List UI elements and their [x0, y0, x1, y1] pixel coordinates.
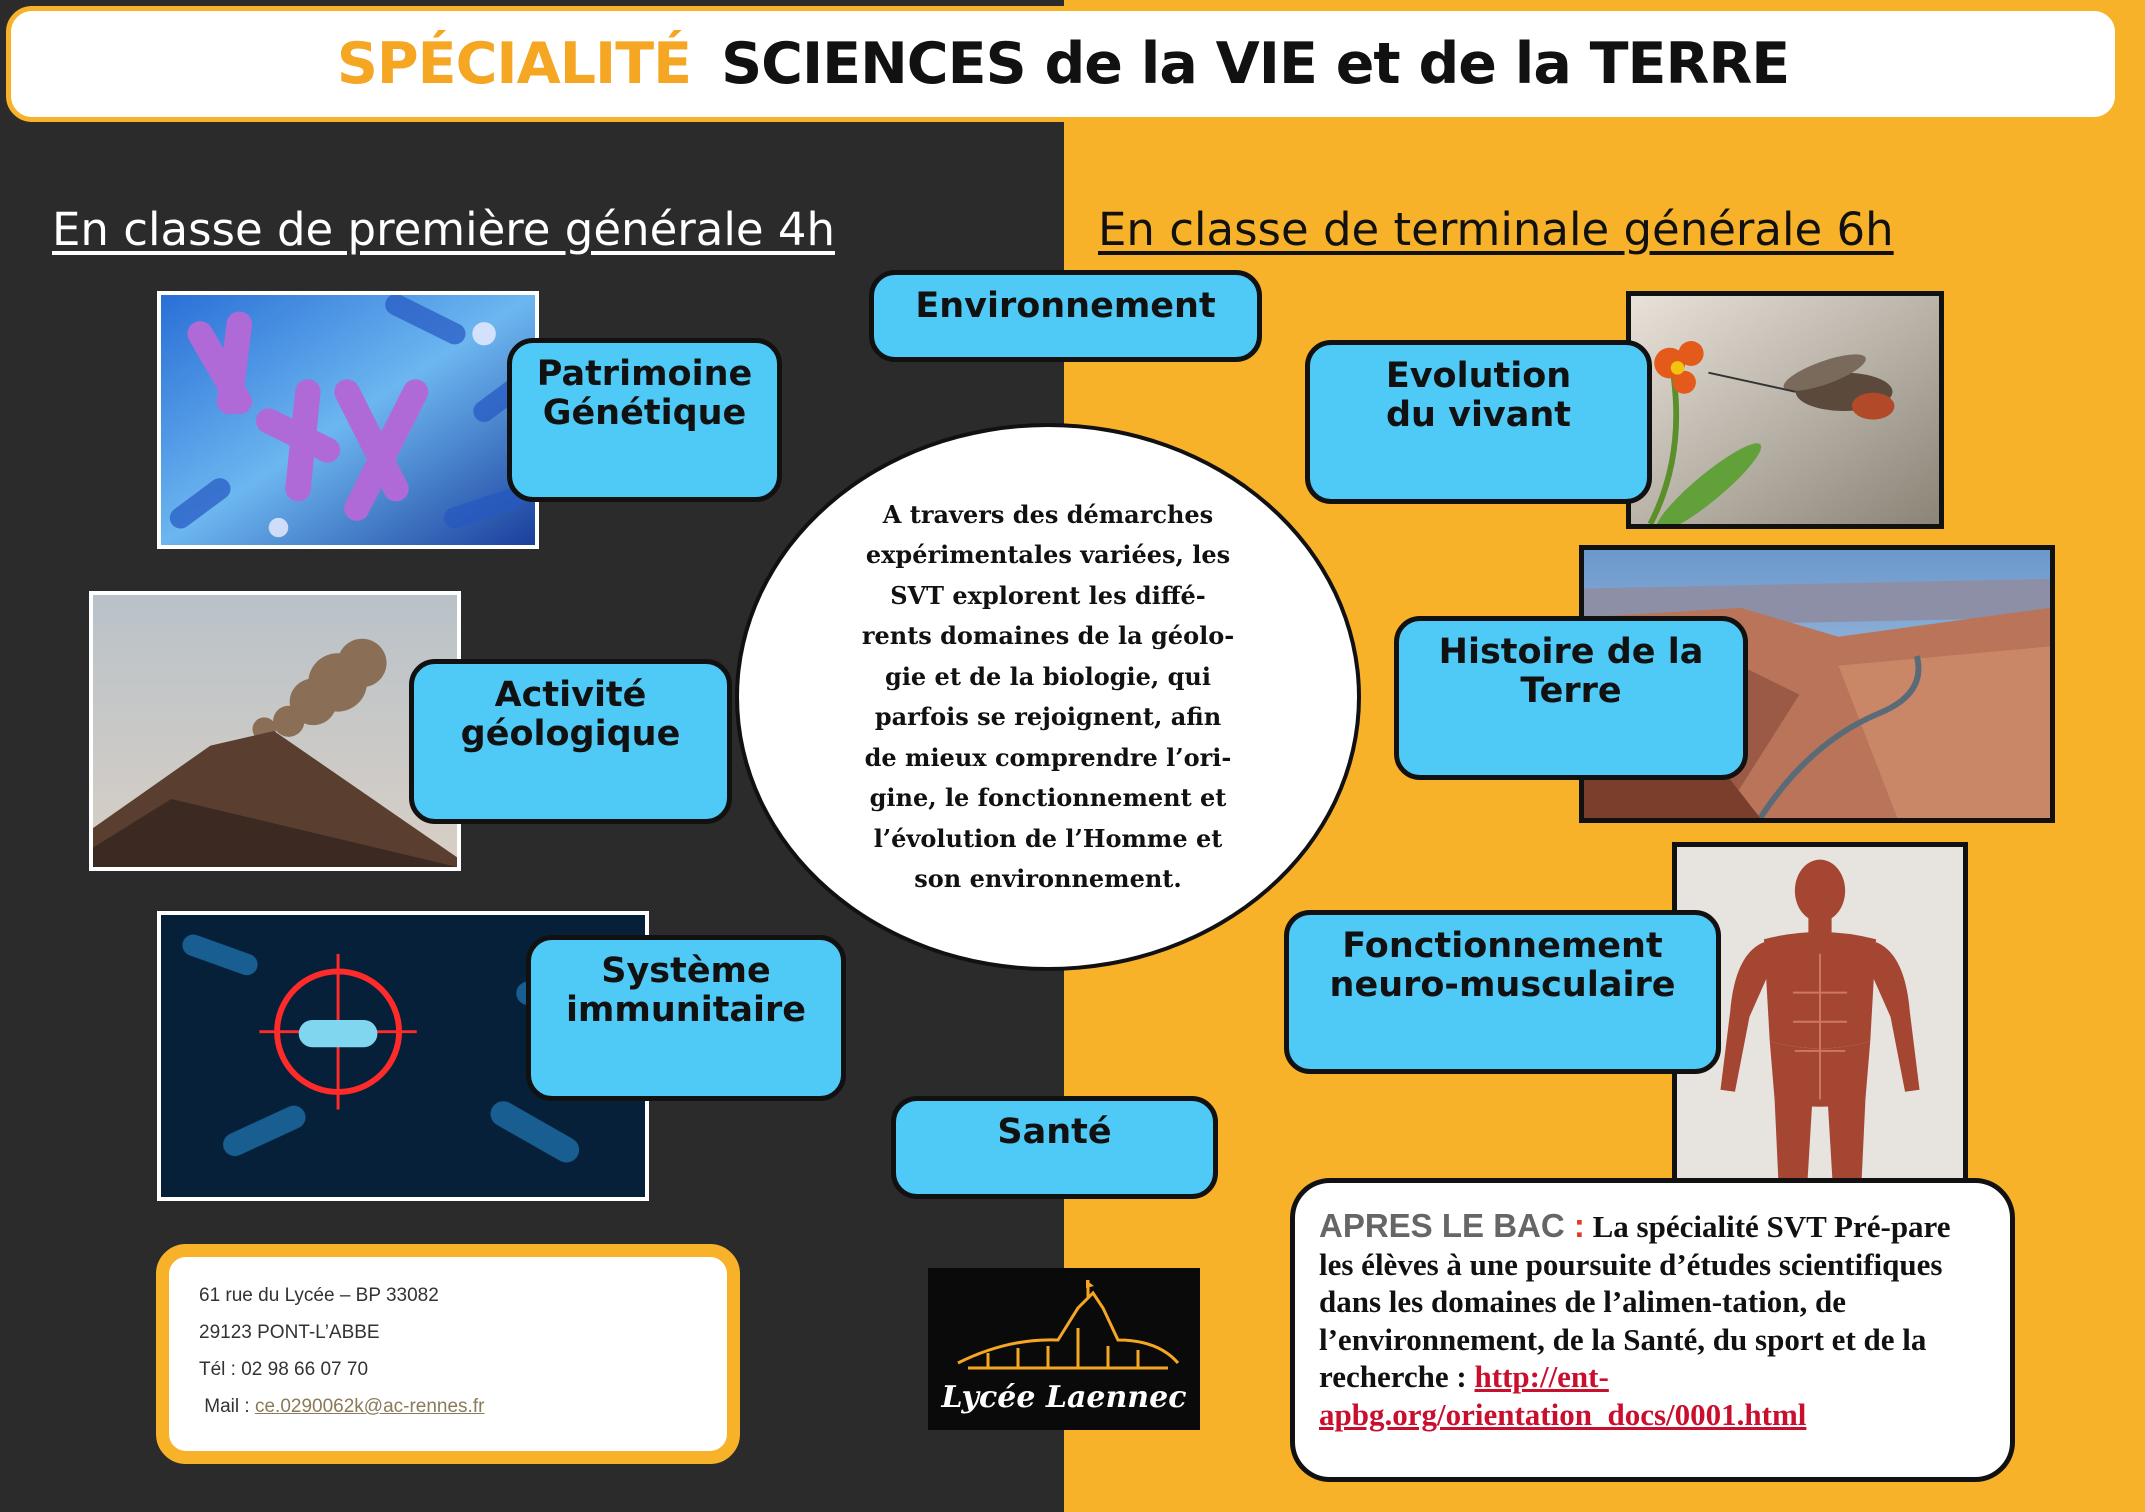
chromosomes-photo — [157, 291, 539, 549]
apres-link[interactable]: http://ent-apbg.org/orientation_docs/0001.html — [1319, 1359, 1807, 1432]
hawkmoth-flower-photo — [1626, 291, 1944, 529]
title-svt: SCIENCES de la VIE et de la TERRE — [721, 31, 1790, 97]
title-banner — [6, 6, 2120, 122]
address-street: 61 rue du Lycée – BP 33082 — [199, 1285, 439, 1306]
logo-text: Lycée Laennec — [941, 1380, 1187, 1415]
address-mail-row — [199, 1396, 727, 1433]
topic-patrimoine-genetique: Patrimoine Génétique — [507, 338, 782, 502]
mail-link[interactable]: ce.0290062k@ac-rennes.fr — [254, 1396, 485, 1417]
heading-premiere: En classe de première générale 4h — [52, 203, 835, 256]
topic-fonctionnement-neuro-musculaire: Fonctionnement neuro-musculaire — [1284, 910, 1721, 1074]
center-description-circle — [735, 423, 1361, 971]
apres-le-bac-card — [1290, 1178, 2015, 1482]
topic-histoire-de-la-terre: Histoire de la Terre — [1394, 616, 1748, 780]
topic-sante: Santé — [891, 1096, 1218, 1199]
apres-label: APRES LE BAC — [1319, 1207, 1565, 1244]
topic-environnement: Environnement — [869, 270, 1262, 362]
title-specialite: SPÉCIALITÉ — [336, 31, 692, 97]
address-city: 29123 PONT-L’ABBE — [199, 1322, 380, 1343]
heading-terminale: En classe de terminale générale 6h — [1098, 203, 1894, 256]
mail-label: Mail : — [204, 1396, 255, 1417]
address-phone: Tél : 02 98 66 07 70 — [199, 1359, 369, 1380]
apres-colon: : — [1564, 1207, 1585, 1244]
center-description-text: A travers des démarches expérimentales variées, les SVT explorent les diffé- rents domaines de la géolo- gie et de la biologie, qui parfois se rejoignent, afin de mieux comprendre l’ori- gine, le fonctionnement et l’évolution de l’Homme et son environnement. — [861, 499, 1235, 893]
apres-text: La spécialité SVT Pré-pare les élèves à une poursuite d’études scientifiques dans les domaines de l’alimen-tation, de l’environnement, de la Santé, du sport et de la recherche : — [1319, 1209, 1951, 1394]
topic-systeme-immunitaire: Système immunitaire — [526, 935, 846, 1101]
address-card — [156, 1244, 740, 1464]
topic-evolution-du-vivant: Evolution du vivant — [1305, 340, 1652, 504]
topic-activite-geologique: Activité géologique — [409, 659, 732, 824]
volcano-photo — [89, 591, 461, 871]
lycee-laennec-logo — [928, 1268, 1200, 1430]
